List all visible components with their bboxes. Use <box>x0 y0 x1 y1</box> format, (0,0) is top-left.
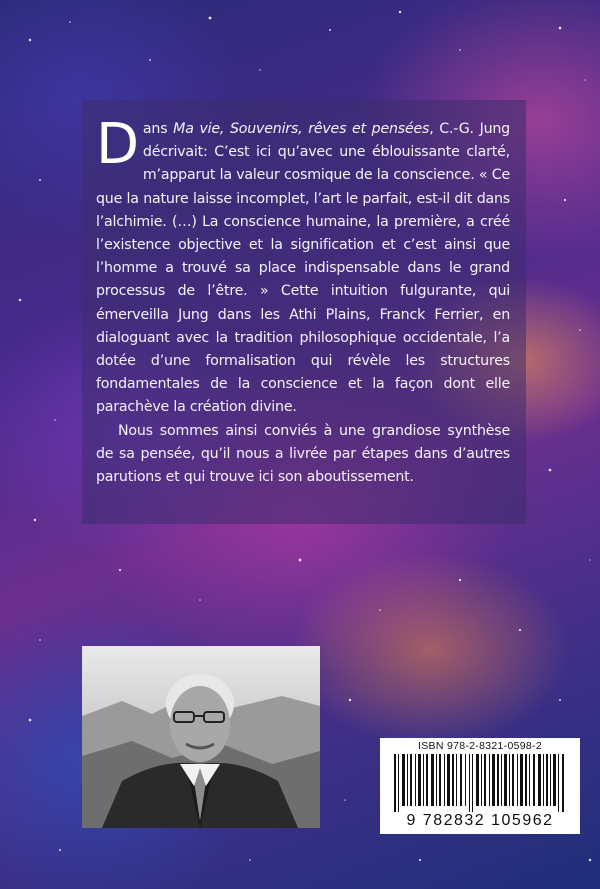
book-title-reference: Ma vie, Souvenirs, rêves et pensées <box>173 121 430 137</box>
author-portrait-image <box>82 646 320 828</box>
author-photo <box>82 646 320 828</box>
barcode-bars <box>386 754 574 812</box>
blurb-paragraph-2: Nous sommes ainsi conviés à une grandiose synthèse de sa pensée, qu’il nous a livrée par étapes dans d’autres parutions et qui trouve ici son aboutissement. <box>96 422 510 486</box>
drop-cap: D <box>96 112 139 177</box>
blurb-intro: ans <box>142 121 174 137</box>
blurb-panel <box>82 100 526 524</box>
isbn-label: ISBN 978-2-8321-0598-2 <box>418 740 542 752</box>
isbn-barcode <box>380 738 580 834</box>
blurb-paragraph-1 <box>96 112 510 420</box>
blurb-text <box>96 112 510 489</box>
barcode-digits: 9 782832 105962 <box>406 812 554 829</box>
blurb-body: , C.-G. Jung décrivait: C’est ici qu’avec une éblouissante clarté, m’apparut la valeur cosmique de la conscience. « Ce que la nature laisse incomplet, l’art le parfait, est-il dit dans l’alchimie. (…) La conscience humaine, la première, a créé l’existence objective et la signification et c’est ainsi que l’homme a trouvé sa place indispensable dans le grand processus de l’être. » Cette intuition fulgurante, qui émerveilla Jung dans les Athi Plains, Franck Ferrier, en dialoguant avec la tradition philosophique occidentale, l’a dotée d’une formalisation qui révèle les structures fondamentales de la conscience et la façon dont elle parachève la création divine. <box>96 121 510 416</box>
